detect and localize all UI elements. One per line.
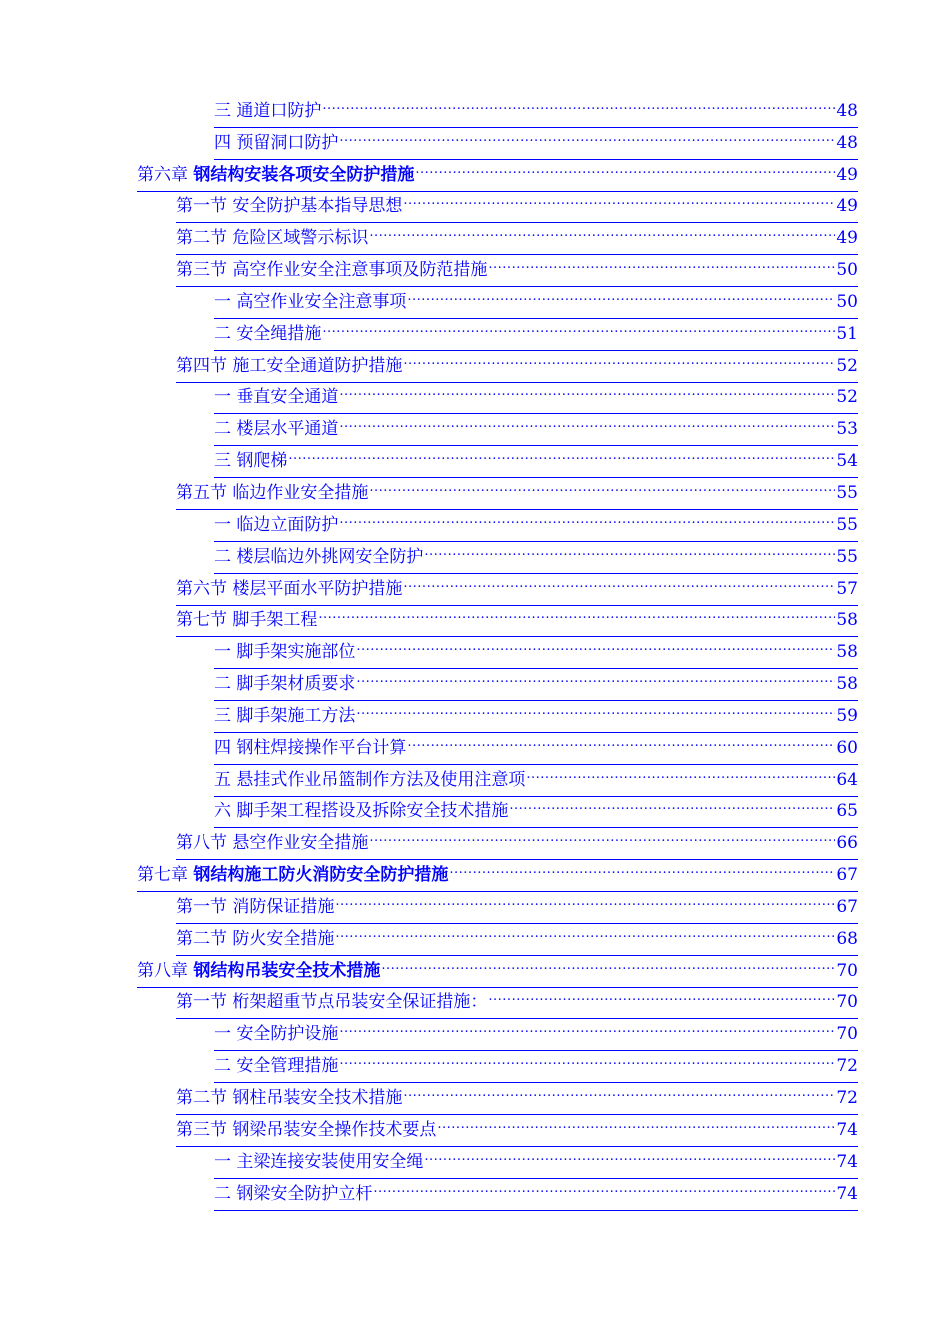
toc-entry-text	[214, 674, 355, 694]
toc-entry-line	[176, 478, 858, 510]
toc-page-number: 74	[836, 1183, 858, 1204]
toc-dot-leader	[403, 191, 835, 211]
toc-dot-leader	[369, 828, 835, 848]
toc-chapter-link[interactable]	[0, 860, 950, 892]
toc-entry-prefix: 四	[214, 132, 231, 153]
toc-entry-prefix: 第八节	[176, 833, 227, 854]
toc-entry-text	[214, 419, 338, 439]
toc-page-number: 55	[836, 546, 858, 567]
toc-entry-prefix: 第二节	[176, 1088, 227, 1108]
toc-entry-prefix: 二	[214, 323, 231, 344]
toc-chapter-link[interactable]	[0, 956, 950, 988]
toc-dot-leader	[356, 669, 835, 689]
toc-section-link[interactable]	[0, 606, 950, 638]
toc-dot-leader	[373, 1179, 835, 1199]
toc-entry-title: 钢柱吊装安全技术措施	[232, 1088, 403, 1108]
toc-page-number: 48	[836, 132, 858, 153]
toc-entry-text	[214, 642, 355, 662]
toc-entry-text	[176, 228, 368, 248]
toc-dot-leader	[509, 796, 835, 816]
toc-entry-prefix: 三	[214, 100, 231, 121]
toc-section-link[interactable]	[0, 892, 950, 924]
toc-entry-title: 主梁连接安装使用安全绳	[236, 1151, 424, 1172]
toc-entry-title: 钢结构安装各项安全防护措施	[193, 164, 415, 185]
toc-dot-leader	[356, 701, 835, 721]
toc-entry-prefix: 第三节	[176, 260, 227, 281]
toc-entry-text	[176, 1120, 436, 1140]
toc-section-link[interactable]	[0, 351, 950, 383]
toc-page-number: 52	[836, 355, 858, 376]
toc-dot-leader	[403, 351, 835, 371]
toc-dot-leader	[369, 223, 835, 243]
toc-entry-title: 垂直安全通道	[236, 387, 339, 408]
toc-entry-text	[176, 196, 402, 216]
toc-section-link[interactable]	[0, 192, 950, 224]
toc-entry-line	[214, 446, 858, 478]
toc-subsection-link[interactable]	[0, 669, 950, 701]
toc-page-number: 68	[836, 928, 858, 949]
toc-dot-leader	[424, 542, 835, 562]
toc-dot-leader	[318, 605, 835, 625]
toc-section-link[interactable]	[0, 574, 950, 606]
toc-entry-text	[214, 1152, 423, 1172]
toc-entry-title: 通道口防护	[236, 100, 322, 121]
toc-entry-text	[214, 706, 355, 726]
toc-entry-prefix: 第七章	[137, 865, 194, 886]
toc-entry-title: 悬挂式作业吊篮制作方法及使用注意项	[236, 769, 526, 790]
toc-entry-line	[137, 160, 858, 192]
toc-dot-leader	[339, 382, 835, 402]
toc-entry-prefix: 四	[214, 737, 231, 758]
toc-entry-prefix: 第八章	[137, 960, 194, 981]
toc-entry-line	[214, 1019, 858, 1051]
toc-dot-leader	[288, 446, 835, 466]
toc-subsection-link[interactable]	[0, 701, 950, 733]
toc-subsection-link[interactable]	[0, 637, 950, 669]
toc-entry-line	[214, 1147, 858, 1179]
toc-entry-title: 钢爬梯	[236, 451, 288, 472]
toc-subsection-link[interactable]	[0, 287, 950, 319]
toc-page-number: 74	[836, 1119, 858, 1140]
toc-dot-leader	[415, 160, 835, 180]
toc-page-number: 67	[836, 865, 858, 886]
toc-subsection-link[interactable]	[0, 1051, 950, 1083]
toc-section-link[interactable]	[0, 1083, 950, 1115]
toc-dot-leader	[526, 765, 835, 785]
toc-entry-text	[214, 451, 287, 471]
toc-subsection-link[interactable]	[0, 383, 950, 415]
toc-entry-line	[137, 956, 858, 988]
toc-entry-prefix: 第一节	[176, 992, 227, 1013]
toc-dot-leader	[403, 574, 835, 594]
toc-subsection-link[interactable]	[0, 414, 950, 446]
toc-entry-line	[176, 574, 858, 606]
toc-entry-prefix: 第二节	[176, 928, 227, 949]
toc-dot-leader	[356, 637, 835, 657]
toc-entry-text	[176, 483, 368, 503]
toc-entry-line	[176, 605, 858, 637]
toc-entry-title: 消防保证措施	[232, 896, 335, 917]
toc-entry-prefix: 一	[214, 387, 231, 408]
toc-entry-title: 高空作业安全注意事项	[236, 291, 407, 312]
toc-entry-text	[176, 897, 334, 917]
toc-entry-prefix: 一	[214, 642, 231, 663]
toc-entry-line	[214, 637, 858, 669]
toc-entry-line	[176, 223, 858, 255]
toc-page-number: 53	[836, 419, 858, 440]
toc-page-number: 49	[836, 196, 858, 217]
toc-dot-leader	[339, 510, 835, 530]
toc-entry-title: 安全绳措施	[236, 323, 322, 344]
toc-entry-prefix: 第一节	[176, 896, 227, 917]
toc-entry-prefix: 第五节	[176, 482, 227, 503]
toc-chapter-link[interactable]	[0, 160, 950, 192]
toc-entry-title: 安全管理措施	[236, 1056, 339, 1077]
toc-entry-prefix: 二	[214, 546, 231, 567]
toc-entry-text	[214, 133, 338, 153]
toc-entry-line	[214, 319, 858, 351]
toc-page-number: 70	[836, 992, 858, 1013]
toc-entry-text	[214, 324, 321, 344]
toc-page-number: 66	[836, 833, 858, 854]
toc-dot-leader	[488, 987, 835, 1007]
toc-entry-line	[176, 987, 858, 1019]
toc-section-link[interactable]	[0, 223, 950, 255]
toc-section-link[interactable]	[0, 988, 950, 1020]
toc-entry-prefix: 第一节	[176, 196, 227, 217]
toc-entry-title: 脚手架工程搭设及拆除安全技术措施	[236, 801, 509, 822]
toc-dot-leader	[403, 1083, 835, 1103]
toc-page-number: 67	[836, 896, 858, 917]
toc-entry-prefix: 一	[214, 1024, 231, 1045]
toc-entry-title: 危险区域警示标识	[232, 228, 369, 249]
toc-entry-title: 楼层水平通道	[236, 419, 339, 440]
toc-entry-text	[214, 101, 321, 121]
toc-entry-line	[176, 828, 858, 860]
toc-section-link[interactable]	[0, 924, 950, 956]
toc-entry-prefix: 一	[214, 514, 231, 535]
toc-section-link[interactable]	[0, 828, 950, 860]
toc-subsection-link[interactable]	[0, 96, 950, 128]
toc-entry-line	[214, 128, 858, 160]
toc-page-number: 50	[836, 291, 858, 312]
toc-dot-leader	[335, 892, 835, 912]
toc-entry-title: 脚手架工程	[232, 610, 318, 631]
toc-subsection-link[interactable]	[0, 319, 950, 351]
toc-section-link[interactable]	[0, 255, 950, 287]
toc-entry-title: 脚手架施工方法	[236, 705, 356, 726]
toc-entry-text	[214, 515, 338, 535]
toc-page-number: 59	[836, 705, 858, 726]
toc-entry-title: 钢梁吊装安全操作技术要点	[232, 1119, 437, 1140]
toc-page-number: 72	[836, 1056, 858, 1077]
toc-entry-prefix: 二	[214, 419, 231, 440]
toc-entry-title: 桁架超重节点吊装安全保证措施：	[232, 992, 488, 1013]
toc-entry-line	[214, 287, 858, 319]
toc-entry-prefix: 二	[214, 1183, 231, 1204]
toc-entry-line	[214, 510, 858, 542]
toc-entry-text	[176, 833, 368, 853]
toc-entry-text	[176, 992, 487, 1012]
toc-page-number: 54	[836, 451, 858, 472]
toc-page-number: 65	[836, 801, 858, 822]
toc-entry-line	[214, 542, 858, 574]
toc-dot-leader	[339, 1019, 835, 1039]
toc-entry-line	[176, 1083, 858, 1115]
toc-page-number: 55	[836, 482, 858, 503]
toc-subsection-link[interactable]	[0, 542, 950, 574]
toc-entry-text	[214, 1184, 372, 1204]
toc-entry-prefix: 三	[214, 705, 231, 726]
toc-entry-prefix: 五	[214, 769, 231, 790]
toc-entry-text	[176, 356, 402, 376]
toc-entry-prefix: 一	[214, 291, 231, 312]
toc-entry-text	[176, 929, 334, 949]
toc-dot-leader	[407, 287, 835, 307]
toc-entry-text	[214, 738, 406, 758]
toc-entry-line	[214, 701, 858, 733]
toc-entry-line	[214, 96, 858, 128]
toc-entry-line	[137, 860, 858, 892]
toc-entry-title: 安全防护基本指导思想	[232, 196, 403, 217]
toc-dot-leader	[381, 956, 835, 976]
toc-entry-title: 安全防护设施	[236, 1024, 339, 1045]
toc-section-link[interactable]	[0, 478, 950, 510]
toc-dot-leader	[449, 860, 835, 880]
toc-entry-text	[176, 610, 317, 630]
toc-entry-title: 钢结构吊装安全技术措施	[193, 960, 381, 981]
toc-entry-line	[176, 924, 858, 956]
toc-dot-leader	[339, 1051, 835, 1071]
toc-page-number: 74	[836, 1151, 858, 1172]
toc-page-number: 50	[836, 260, 858, 281]
toc-entry-prefix: 二	[214, 674, 231, 695]
toc-dot-leader	[339, 414, 835, 434]
toc-dot-leader	[437, 1115, 835, 1135]
toc-entry-text	[214, 547, 423, 567]
toc-entry-title: 钢梁安全防护立杆	[236, 1183, 373, 1204]
toc-entry-title: 临边立面防护	[236, 514, 339, 535]
toc-entry-title: 防火安全措施	[232, 928, 335, 949]
toc-entry-prefix: 一	[214, 1151, 231, 1172]
toc-entry-prefix: 第六章	[137, 164, 194, 185]
toc-entry-line	[176, 191, 858, 223]
toc-page-number: 60	[836, 737, 858, 758]
toc-page-number: 49	[836, 164, 858, 185]
toc-entry-text	[214, 387, 338, 407]
toc-page-number: 70	[836, 1024, 858, 1045]
toc-entry-title: 钢柱焊接操作平台计算	[236, 737, 407, 758]
toc-entry-prefix: 二	[214, 1056, 231, 1077]
toc-subsection-link[interactable]	[0, 765, 950, 797]
toc-page-number: 70	[836, 960, 858, 981]
toc-subsection-link[interactable]	[0, 797, 950, 829]
toc-page-number: 58	[836, 610, 858, 631]
toc-subsection-link[interactable]	[0, 446, 950, 478]
toc-entry-prefix: 第七节	[176, 610, 227, 631]
toc-entry-text	[137, 961, 380, 981]
toc-entry-title: 脚手架材质要求	[236, 674, 356, 695]
toc-subsection-link[interactable]	[0, 733, 950, 765]
toc-entry-line	[176, 351, 858, 383]
toc-entry-line	[176, 1115, 858, 1147]
toc-entry-prefix: 六	[214, 801, 231, 822]
toc-page-number: 49	[836, 228, 858, 249]
toc-entry-prefix: 第六节	[176, 578, 227, 599]
toc-entry-title: 楼层临边外挑网安全防护	[236, 546, 424, 567]
toc-entry-text	[214, 801, 508, 821]
toc-page-number: 57	[836, 578, 858, 599]
toc-section-link[interactable]	[0, 1115, 950, 1147]
table-of-contents	[0, 96, 950, 1211]
toc-subsection-link[interactable]	[0, 1019, 950, 1051]
toc-dot-leader	[322, 319, 835, 339]
toc-subsection-link[interactable]	[0, 1147, 950, 1179]
toc-entry-title: 悬空作业安全措施	[232, 833, 369, 854]
toc-entry-line	[214, 1051, 858, 1083]
toc-entry-prefix: 第四节	[176, 355, 227, 376]
toc-entry-line	[214, 796, 858, 828]
toc-entry-title: 楼层平面水平防护措施	[232, 578, 403, 599]
toc-entry-text	[214, 770, 525, 790]
toc-subsection-link[interactable]	[0, 510, 950, 542]
toc-page-number: 55	[836, 514, 858, 535]
toc-entry-line	[176, 255, 858, 287]
toc-page-number: 51	[836, 323, 858, 344]
toc-page-number: 64	[836, 769, 858, 790]
toc-dot-leader	[369, 478, 835, 498]
toc-entry-title: 高空作业安全注意事项及防范措施	[232, 260, 488, 281]
toc-entry-line	[214, 382, 858, 414]
toc-entry-title: 钢结构施工防火消防安全防护措施	[193, 865, 449, 886]
toc-entry-text	[176, 260, 487, 280]
toc-entry-prefix: 第二节	[176, 228, 227, 249]
toc-page-number: 58	[836, 642, 858, 663]
toc-entry-line	[214, 669, 858, 701]
toc-entry-title: 施工安全通道防护措施	[232, 355, 403, 376]
toc-subsection-link[interactable]	[0, 1179, 950, 1211]
toc-page-number: 58	[836, 674, 858, 695]
toc-entry-text	[214, 292, 406, 312]
toc-entry-prefix: 三	[214, 451, 231, 472]
toc-entry-title: 临边作业安全措施	[232, 482, 369, 503]
toc-entry-line	[214, 414, 858, 446]
toc-entry-prefix: 第三节	[176, 1119, 227, 1140]
toc-entry-text	[137, 165, 414, 185]
toc-page-number: 48	[836, 100, 858, 121]
toc-entry-title: 脚手架实施部位	[236, 642, 356, 663]
toc-dot-leader	[322, 96, 835, 116]
toc-dot-leader	[407, 733, 835, 753]
toc-page-number: 72	[836, 1088, 858, 1108]
toc-entry-line	[214, 733, 858, 765]
toc-entry-line	[214, 765, 858, 797]
toc-entry-title: 预留洞口防护	[236, 132, 339, 153]
toc-entry-text	[214, 1056, 338, 1076]
toc-page-number: 52	[836, 387, 858, 408]
toc-entry-text	[137, 865, 448, 885]
toc-entry-line	[176, 892, 858, 924]
toc-dot-leader	[335, 924, 835, 944]
toc-subsection-link[interactable]	[0, 128, 950, 160]
toc-entry-text	[176, 579, 402, 599]
toc-entry-line	[214, 1179, 858, 1211]
toc-dot-leader	[339, 128, 835, 148]
toc-dot-leader	[424, 1147, 835, 1167]
toc-entry-text	[214, 1024, 338, 1044]
toc-dot-leader	[488, 255, 835, 275]
toc-entry-text	[176, 1088, 402, 1108]
